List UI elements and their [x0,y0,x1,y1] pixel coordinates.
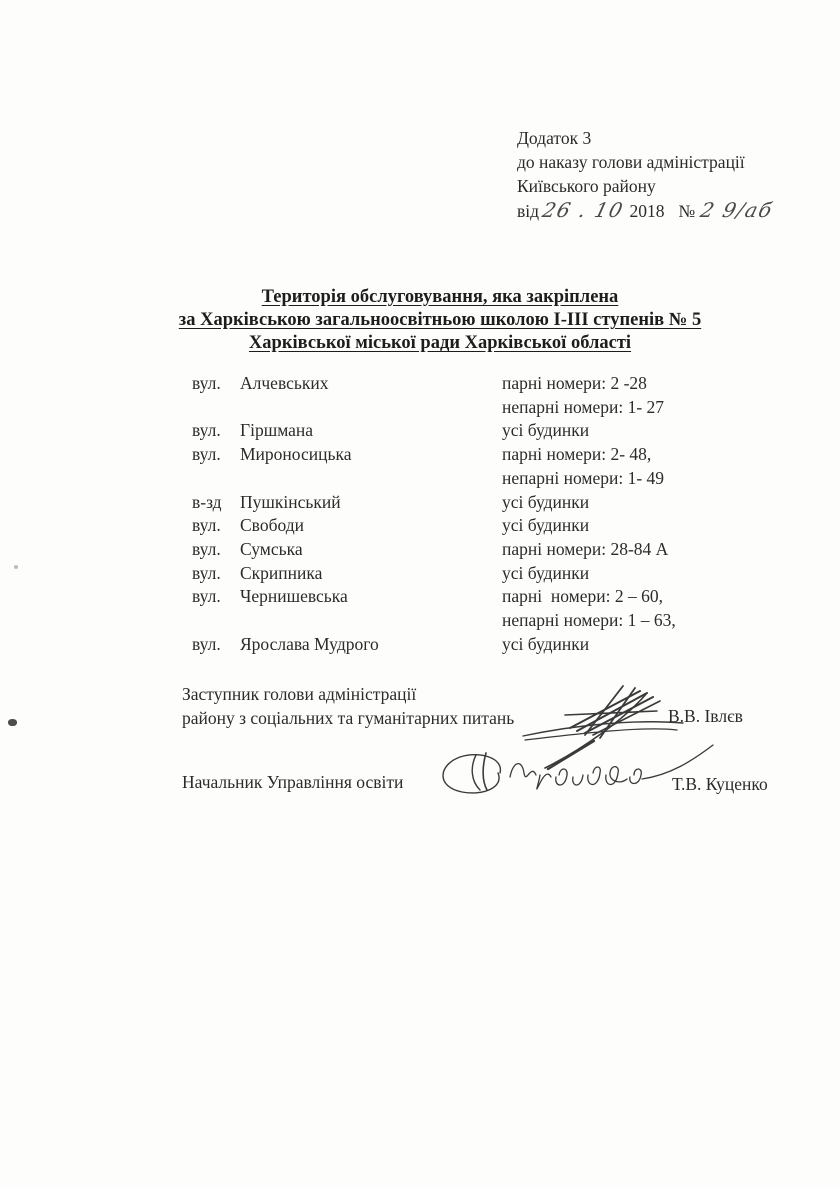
street-type: вул. [192,515,221,536]
year-label: 2018 [629,201,665,221]
signatory-title-line: району з соціальних та гуманітарних питань [182,708,515,728]
scan-artifact-speck [14,565,18,569]
street-row [192,467,676,491]
street-name: Свободи [240,515,304,536]
street-list [192,372,676,656]
street-name: Пушкінський [240,491,341,512]
street-numbers: усі будинки [502,515,590,536]
header-appendix-line: Додаток 3 [517,128,592,148]
street-row [192,609,676,633]
street-name: Ярослава Мудрого [240,633,379,654]
header-date-line [517,198,776,223]
title-line-1: Територія обслуговування, яка закріплена [261,287,619,307]
street-numbers: парні номери: 2 – 60, [502,586,663,607]
handwritten-date: 26 . 10 [540,198,627,222]
street-numbers: парні номери: 2 -28 [502,373,647,393]
street-name: Гіршмана [240,420,314,441]
street-name [240,467,502,491]
street-numbers: усі будинки [502,633,590,654]
title-line-2: за Харківською загальноосвітньою школою І-ІІІ ступенів № 5 [178,310,702,331]
street-type: вул. [192,562,221,583]
signatory-title-line: Заступник голови адміністрації [182,684,417,704]
street-type: вул. [192,373,221,393]
date-prefix-label: від [517,201,540,221]
street-name: Алчевських [240,373,329,393]
street-numbers: усі будинки [502,491,590,512]
street-name: Чернишевська [240,586,348,607]
street-row [192,585,676,609]
street-name: Мироносицька [240,444,352,465]
street-type: вул. [192,444,221,465]
street-type [192,396,240,420]
street-type [192,467,240,491]
street-type: вул. [192,538,221,559]
street-type: вул. [192,420,221,441]
street-row [192,514,676,538]
street-numbers: парні номери: 2- 48, [502,444,652,465]
street-name [240,396,502,420]
signatory-name-kutsenko: Т.В. Куценко [672,774,768,794]
signatory-title-deputy-head [182,682,514,730]
street-numbers: усі будинки [502,562,590,583]
document-title [130,286,750,356]
street-name [240,609,502,633]
street-row [192,491,676,515]
header-order-line: до наказу голови адміністрації [517,152,745,172]
street-name: Сумська [240,538,303,559]
street-name: Скрипника [240,562,323,583]
street-numbers: усі будинки [502,420,590,441]
street-row [192,538,676,562]
street-row [192,419,676,443]
street-type [192,609,240,633]
signatory-title-education-head: Начальник Управління освіти [182,772,404,792]
number-sign-label: № [678,201,696,221]
street-row [192,633,676,657]
street-type: вул. [192,586,221,607]
street-numbers: непарні номери: 1- 49 [502,467,665,488]
signatory-name-ivlev: В.В. Івлєв [668,706,743,726]
title-line-3: Харківської міської ради Харківської області [248,333,632,354]
street-numbers: парні номери: 28-84 А [502,538,669,559]
street-row [192,396,676,420]
street-numbers: непарні номери: 1 – 63, [502,610,676,631]
handwritten-order-number: 2 9/аб [698,198,776,222]
street-type: в-зд [192,491,222,512]
scan-artifact-dot [8,719,17,726]
header-district-line: Київського району [517,176,656,196]
document-header [517,126,776,223]
street-type: вул. [192,633,221,654]
street-numbers: непарні номери: 1- 27 [502,396,665,417]
street-row [192,372,676,396]
street-row [192,443,676,467]
street-row [192,562,676,586]
